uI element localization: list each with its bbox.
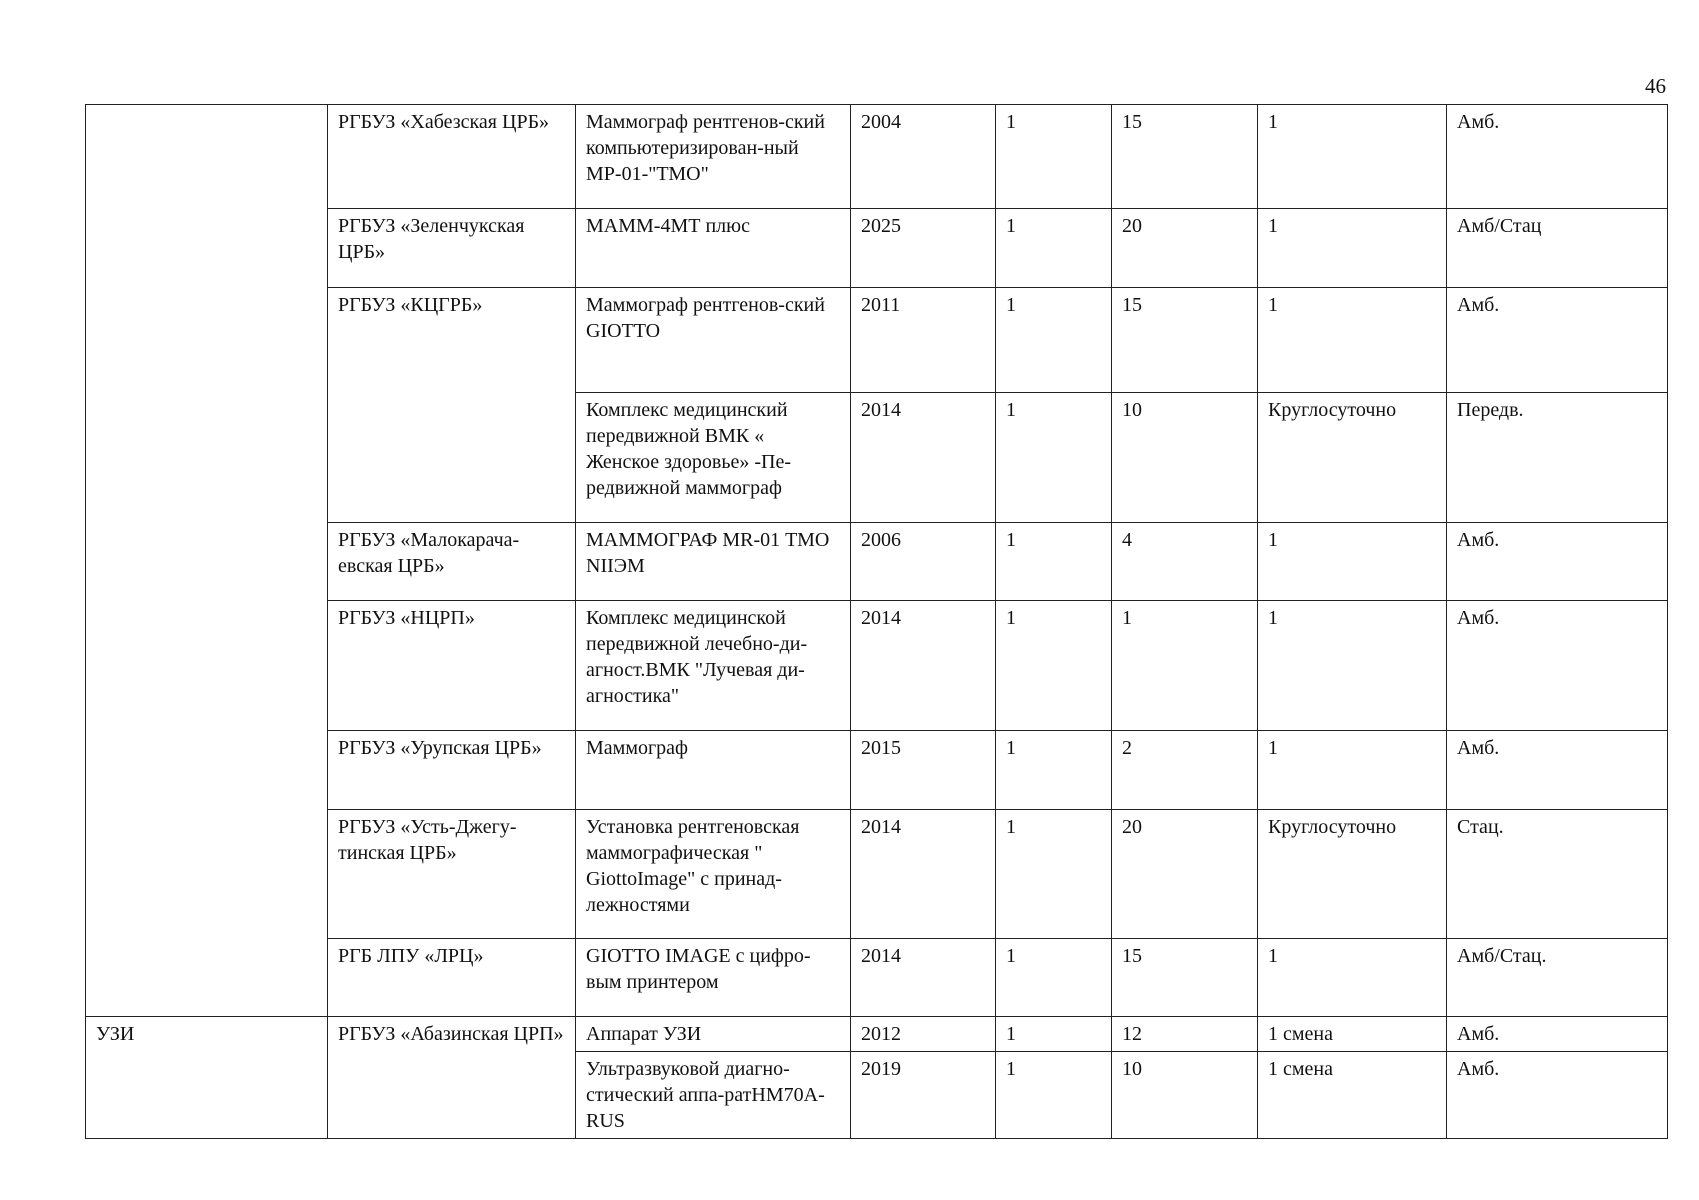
schedule-cell: Круглосуточно xyxy=(1258,393,1447,523)
schedule-cell: 1 xyxy=(1258,731,1447,810)
page-number: 46 xyxy=(1645,74,1666,98)
mode-cell: Амб. xyxy=(1447,105,1668,209)
device-cell: Аппарат УЗИ xyxy=(576,1017,851,1052)
year-cell: 2014 xyxy=(851,939,996,1017)
institution-cell: РГБУЗ «НЦРП» xyxy=(328,601,576,731)
quantity-cell: 1 xyxy=(996,209,1112,288)
schedule-cell: 1 смена xyxy=(1258,1017,1447,1052)
device-cell: Установка рентгеновская маммографическая " GiottoImage" с принад-лежностями xyxy=(576,810,851,939)
schedule-cell: 1 xyxy=(1258,105,1447,209)
device-cell: Маммограф рентгенов-ский компьютеризирован-ный МР-01-"ТМО" xyxy=(576,105,851,209)
institution-cell: РГБУЗ «Урупская ЦРБ» xyxy=(328,731,576,810)
mode-cell: Амб. xyxy=(1447,1017,1668,1052)
institution-cell: РГБУЗ «Зеленчукская ЦРБ» xyxy=(328,209,576,288)
category-cell xyxy=(86,105,328,1017)
device-cell: МАММОГРАФ MR-01 ТМО NIIЭМ xyxy=(576,523,851,601)
quantity-cell: 1 xyxy=(996,105,1112,209)
value-cell: 15 xyxy=(1112,939,1258,1017)
value-cell: 10 xyxy=(1112,1052,1258,1139)
institution-cell: РГБУЗ «Усть-Джегу-тинская ЦРБ» xyxy=(328,810,576,939)
institution-cell: РГБУЗ «Хабезская ЦРБ» xyxy=(328,105,576,209)
mode-cell: Стац. xyxy=(1447,810,1668,939)
mode-cell: Амб. xyxy=(1447,731,1668,810)
table-row xyxy=(86,1017,1668,1052)
institution-cell: РГБУЗ «КЦГРБ» xyxy=(328,288,576,523)
value-cell: 15 xyxy=(1112,105,1258,209)
quantity-cell: 1 xyxy=(996,393,1112,523)
device-cell: Ультразвуковой диагно-стический аппа-ратHM70A-RUS xyxy=(576,1052,851,1139)
mode-cell: Амб/Стац. xyxy=(1447,939,1668,1017)
institution-cell: РГБУЗ «Малокарача-евская ЦРБ» xyxy=(328,523,576,601)
quantity-cell: 1 xyxy=(996,523,1112,601)
value-cell: 1 xyxy=(1112,601,1258,731)
equipment-table xyxy=(85,104,1668,1139)
year-cell: 2014 xyxy=(851,601,996,731)
value-cell: 10 xyxy=(1112,393,1258,523)
year-cell: 2019 xyxy=(851,1052,996,1139)
value-cell: 15 xyxy=(1112,288,1258,393)
year-cell: 2004 xyxy=(851,105,996,209)
schedule-cell: 1 xyxy=(1258,939,1447,1017)
mode-cell: Амб. xyxy=(1447,288,1668,393)
year-cell: 2012 xyxy=(851,1017,996,1052)
quantity-cell: 1 xyxy=(996,1052,1112,1139)
schedule-cell: 1 xyxy=(1258,601,1447,731)
year-cell: 2006 xyxy=(851,523,996,601)
quantity-cell: 1 xyxy=(996,810,1112,939)
mode-cell: Амб. xyxy=(1447,601,1668,731)
value-cell: 4 xyxy=(1112,523,1258,601)
institution-cell: РГБУЗ «Абазинская ЦРП» xyxy=(328,1017,576,1139)
schedule-cell: 1 xyxy=(1258,288,1447,393)
quantity-cell: 1 xyxy=(996,939,1112,1017)
device-cell: МАММ-4МТ плюс xyxy=(576,209,851,288)
category-cell: УЗИ xyxy=(86,1017,328,1139)
value-cell: 20 xyxy=(1112,209,1258,288)
quantity-cell: 1 xyxy=(996,601,1112,731)
mode-cell: Амб. xyxy=(1447,523,1668,601)
device-cell: Комплекс медицинской передвижной лечебно-ди-агност.ВМК "Лучевая ди-агностика" xyxy=(576,601,851,731)
mode-cell: Передв. xyxy=(1447,393,1668,523)
device-cell: GIOTTO IMAGE с цифро-вым принтером xyxy=(576,939,851,1017)
year-cell: 2015 xyxy=(851,731,996,810)
value-cell: 2 xyxy=(1112,731,1258,810)
year-cell: 2014 xyxy=(851,393,996,523)
institution-cell: РГБ ЛПУ «ЛРЦ» xyxy=(328,939,576,1017)
device-cell: Маммограф рентгенов-ский GIOTTO xyxy=(576,288,851,393)
value-cell: 20 xyxy=(1112,810,1258,939)
year-cell: 2014 xyxy=(851,810,996,939)
table-row xyxy=(86,105,1668,209)
schedule-cell: 1 xyxy=(1258,523,1447,601)
quantity-cell: 1 xyxy=(996,288,1112,393)
value-cell: 12 xyxy=(1112,1017,1258,1052)
mode-cell: Амб/Стац xyxy=(1447,209,1668,288)
device-cell: Комплекс медицинский передвижной ВМК « Женское здоровье» -Пе-редвижной маммограф xyxy=(576,393,851,523)
quantity-cell: 1 xyxy=(996,731,1112,810)
device-cell: Маммограф xyxy=(576,731,851,810)
schedule-cell: 1 смена xyxy=(1258,1052,1447,1139)
schedule-cell: 1 xyxy=(1258,209,1447,288)
quantity-cell: 1 xyxy=(996,1017,1112,1052)
schedule-cell: Круглосуточно xyxy=(1258,810,1447,939)
year-cell: 2011 xyxy=(851,288,996,393)
year-cell: 2025 xyxy=(851,209,996,288)
mode-cell: Амб. xyxy=(1447,1052,1668,1139)
